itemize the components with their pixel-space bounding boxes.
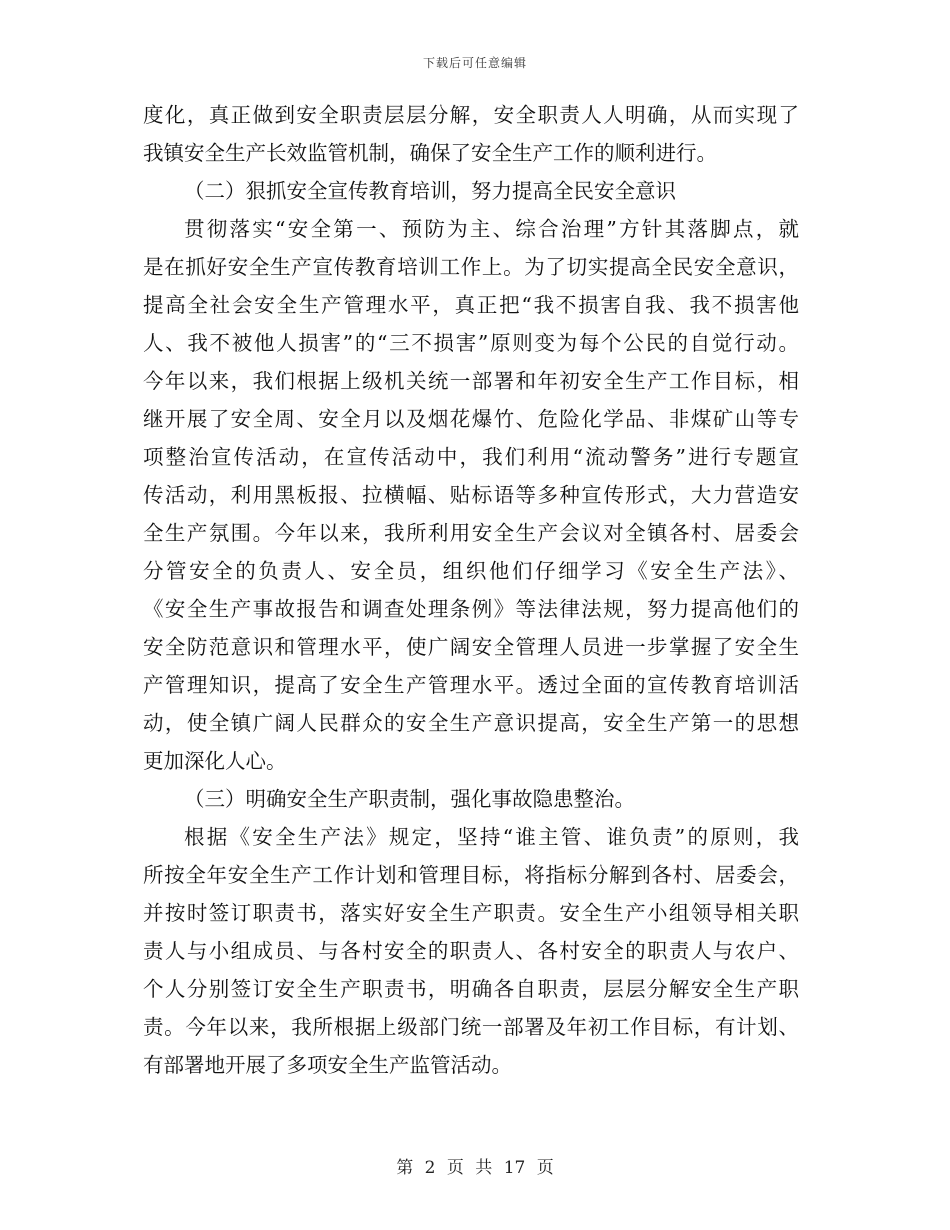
body-text-line: 根据《安全生产法》规定，坚持“谁主管、谁负责”的原则，我 — [184, 825, 799, 849]
body-text-line: 项整治宣传活动，在宣传活动中，我们利用“流动警务”进行专题宣 — [143, 445, 799, 469]
body-text-line: 产管理知识，提高了安全生产管理水平。透过全面的宣传教育培训活 — [143, 673, 799, 697]
page-number-footer: 第 2 页 共 17 页 — [396, 1158, 554, 1178]
body-text-line: 安全防范意识和管理水平，使广阔安全管理人员进一步掌握了安全生 — [143, 635, 799, 659]
document-body — [143, 96, 799, 1084]
body-text-line: 度化，真正做到安全职责层层分解，安全职责人人明确，从而实现了 — [143, 103, 799, 127]
body-text-line: 分管安全的负责人、安全员，组织他们仔细学习《安全生产法》、 — [143, 559, 799, 583]
body-text-line: 《安全生产事故报告和调查处理条例》等法律法规，努力提高他们的 — [143, 597, 799, 621]
section-heading-line: （二）狠抓安全宣传教育培训，努力提高全民安全意识 — [184, 179, 676, 203]
body-text-line: 贯彻落实“安全第一、预防为主、综合治理”方针其落脚点，就 — [184, 217, 799, 241]
body-text-line: 人、我不被他人损害”的“三不损害”原则变为每个公民的自觉行动。 — [143, 331, 799, 355]
body-text-line: 继开展了安全周、安全月以及烟花爆竹、危险化学品、非煤矿山等专 — [143, 407, 799, 431]
body-text-line: 责。今年以来，我所根据上级部门统一部署及年初工作目标，有计划、 — [143, 1015, 799, 1039]
body-text-line: 所按全年安全生产工作计划和管理目标，将指标分解到各村、居委会， — [143, 863, 799, 887]
body-text-line: 我镇安全生产长效监管机制，确保了安全生产工作的顺利进行。 — [143, 141, 717, 165]
body-text-line: 动，使全镇广阔人民群众的安全生产意识提高，安全生产第一的思想 — [143, 711, 799, 735]
body-text-line: 个人分别签订安全生产职责书，明确各自职责，层层分解安全生产职 — [143, 977, 799, 1001]
body-text-line: 并按时签订职责书，落实好安全生产职责。安全生产小组领导相关职 — [143, 901, 799, 925]
body-text-line: 责人与小组成员、与各村安全的职责人、各村安全的职责人与农户、 — [143, 939, 799, 963]
body-text-line: 是在抓好安全生产宣传教育培训工作上。为了切实提高全民安全意识， — [143, 255, 799, 279]
body-text-line: 提高全社会安全生产管理水平，真正把“我不损害自我、我不损害他 — [143, 293, 799, 317]
section-heading-line: （三）明确安全生产职责制，强化事故隐患整治。 — [184, 787, 635, 811]
body-text-line: 更加深化人心。 — [143, 749, 287, 773]
body-text-line: 有部署地开展了多项安全生产监管活动。 — [143, 1053, 512, 1077]
body-text-line: 全生产氛围。今年以来，我所利用安全生产会议对全镇各村、居委会 — [143, 521, 799, 545]
body-text-line: 传活动，利用黑板报、拉横幅、贴标语等多种宣传形式，大力营造安 — [143, 483, 799, 507]
body-text-line: 今年以来，我们根据上级机关统一部署和年初安全生产工作目标，相 — [143, 369, 799, 393]
page-header-note: 下载后可任意编辑 — [422, 56, 527, 70]
